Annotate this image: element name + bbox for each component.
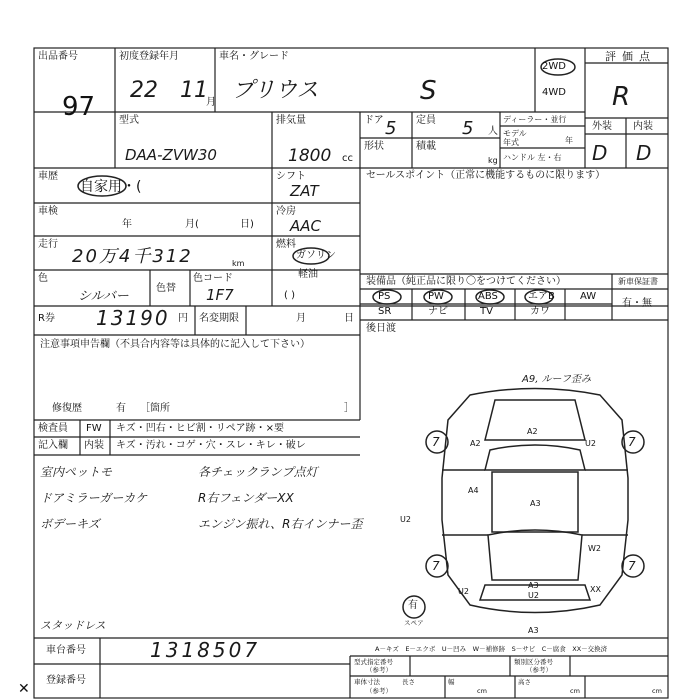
repair-history-label: 修復歴 — [52, 403, 82, 414]
exterior-label: 外装 — [592, 121, 612, 132]
repair-history-value: 有 — [116, 403, 126, 414]
deadline-label: 名変期限 — [199, 313, 239, 324]
model-grade-label: 車名・グレード — [219, 51, 289, 62]
registration-month: 11 — [180, 78, 208, 103]
color-code-label: 色コード — [193, 273, 233, 284]
remark-1: 室内ペットモ — [40, 465, 113, 479]
interior-inspect-text: キズ・汚れ・コゲ・穴・スレ・キレ・破レ — [116, 440, 306, 451]
color-code: 1F7 — [206, 286, 234, 304]
remark-right-2: R右フェンダーXX — [198, 491, 294, 505]
dealer-label: ディーラー・並行 — [503, 115, 567, 124]
interior-grade: D — [636, 141, 652, 165]
equipment-aw: AW — [580, 291, 597, 302]
form-designation-label: 型式指定番号 — [354, 658, 393, 666]
ac-value: AAC — [290, 217, 321, 235]
remark-right-1: 各チェックランプ点灯 — [198, 465, 318, 479]
capacity-label: 定員 — [416, 115, 436, 126]
history-value: 自家用・( — [80, 179, 142, 195]
load-unit: kg — [488, 156, 498, 165]
spare-tire-label: スペア — [404, 619, 424, 627]
repair-location: ［箇所 — [140, 403, 170, 414]
height-label: 高さ — [518, 678, 531, 686]
diagram-label-7: U2 — [458, 587, 469, 596]
equipment-navi: ナビ — [428, 306, 448, 317]
diagram-label-8: A3 — [528, 581, 539, 590]
class-number-ref: （参考） — [526, 666, 552, 674]
model-year-label: モデル — [503, 129, 527, 138]
shift-value: ZAT — [290, 182, 319, 200]
displacement-unit: cc — [342, 153, 353, 164]
fw-label: FW — [86, 423, 102, 434]
diagram-label-9: U2 — [528, 591, 539, 600]
notes-label: 注意事項申告欄（不具合内容等は具体的に記入して下さい） — [40, 339, 310, 350]
mileage-label: 走行 — [38, 239, 58, 250]
repair-location-close: ］ — [344, 403, 354, 414]
lot-number-label: 出品番号 — [38, 51, 78, 62]
shift-label: シフト — [276, 171, 306, 182]
inspector-label-2: 記入欄 — [38, 440, 68, 451]
tire-rear-left: 7 — [432, 559, 440, 573]
width-label: 幅 — [448, 678, 455, 686]
doors-value: 5 — [385, 118, 397, 139]
exterior-grade: D — [592, 141, 608, 165]
model-year-label-2: 年式 — [503, 138, 519, 147]
warranty-label: 新車保証書 — [618, 277, 658, 286]
fuel-label: 燃料 — [276, 239, 296, 250]
type-label: 型式 — [119, 115, 139, 126]
score: R — [612, 82, 631, 112]
length-unit: cm — [477, 687, 487, 695]
diagram-label-12: U2 — [400, 515, 411, 524]
body-size-ref: （参考） — [366, 687, 392, 695]
left-margin-mark: ✕ — [18, 681, 30, 697]
tire-rear-right: 7 — [628, 559, 636, 573]
equipment-tv: TV — [480, 306, 493, 317]
recycle-label: R券 — [38, 313, 55, 324]
shaken-year-unit: 年 — [122, 219, 132, 230]
mileage-unit: km — [232, 259, 245, 268]
remark-right-3: エンジン振れ、R右インナー歪 — [198, 517, 363, 531]
diagram-label-5: A3 — [530, 499, 541, 508]
doors-label: ドア — [364, 115, 384, 126]
equipment-sr: SR — [378, 306, 392, 317]
color-label: 色 — [38, 273, 48, 284]
equipment-leather: カワ — [530, 306, 550, 317]
ac-label: 冷房 — [276, 206, 296, 217]
history-label: 車歴 — [38, 171, 58, 182]
form-designation-ref: （参考） — [366, 666, 392, 674]
spare-tire: 有 — [408, 600, 418, 611]
width-unit: cm — [570, 687, 580, 695]
rear-seat-label: 後日渡 — [366, 323, 396, 334]
sales-point-label: セールスポイント（正常に機能するものに限ります） — [366, 170, 606, 181]
interior-label: 内装 — [633, 121, 653, 132]
shaken-day-unit: 日) — [240, 219, 254, 230]
diagram-label-6: W2 — [588, 544, 601, 553]
remark-3: ボデーキズ — [40, 517, 100, 531]
tire-front-left: 7 — [432, 435, 440, 449]
fuel-gas: ガソリン — [296, 250, 336, 261]
chassis-number-label: 車台番号 — [46, 645, 86, 656]
tire-front-right: 7 — [628, 435, 636, 449]
damage-legend: A－キズ E－エクボ U－凹み W－補修跡 S－サビ C－腐食 XX－交換済 — [375, 645, 608, 653]
deadline-day: 日 — [344, 313, 354, 324]
drive-2wd: 2WD — [542, 61, 566, 72]
grade: S — [420, 76, 437, 106]
capacity-unit: 人 — [488, 126, 498, 137]
diagram-label-11: A3 — [528, 626, 539, 635]
fw-text: キズ・凹右・ヒビ割・リペア跡・×要 — [116, 423, 284, 434]
equipment-pw: PW — [428, 291, 444, 302]
diagram-top-note: A9, ルーフ歪み — [522, 374, 592, 385]
color-value: シルバー — [78, 289, 129, 304]
color-change-label: 色替 — [156, 283, 176, 294]
length-label: 長さ — [402, 678, 415, 686]
inspector-label: 検査員 — [38, 423, 68, 434]
year-unit: 年 — [565, 136, 573, 145]
remark-2: ドアミラーガーカケ — [40, 491, 148, 505]
score-label: 評価点 — [605, 50, 656, 63]
displacement-value: 1800 — [288, 146, 332, 166]
load-label: 積載 — [416, 141, 436, 152]
car-name: プリウス — [232, 78, 319, 103]
equipment-abs: ABS — [478, 291, 498, 302]
diagram-label-4: A4 — [468, 486, 479, 495]
diagram-label-3: U2 — [585, 439, 596, 448]
chassis-number: 1318507 — [150, 638, 261, 662]
deadline-month: 月 — [296, 313, 306, 324]
capacity-value: 5 — [462, 118, 474, 139]
recycle-unit: 円 — [178, 313, 188, 324]
warranty-value: 有・無 — [622, 298, 652, 309]
fuel-diesel: 軽油 — [298, 269, 318, 280]
interior-inspect-label: 内装 — [84, 440, 104, 451]
displacement-label: 排気量 — [276, 115, 306, 126]
shape-label: 形状 — [364, 141, 384, 152]
body-size-label: 車体寸法 — [354, 678, 380, 686]
equipment-airbag: エアB — [528, 291, 555, 302]
lot-number: 97 — [62, 92, 96, 122]
equipment-ps: PS — [378, 291, 391, 302]
recycle-value: 13190 — [96, 306, 170, 330]
class-number-label: 類別区分番号 — [514, 658, 553, 666]
shaken-label: 車検 — [38, 206, 58, 217]
drive-4wd: 4WD — [542, 87, 566, 98]
registration-date-label: 初度登録年月 — [119, 51, 179, 62]
type-value: DAA-ZVW30 — [125, 146, 217, 164]
mileage-value: 20万4千312 — [72, 246, 193, 267]
diagram-label-10: XX — [590, 585, 601, 594]
diagram-label-2: A2 — [470, 439, 481, 448]
studless-note: スタッドレス — [40, 619, 106, 632]
registration-year: 22 — [130, 78, 158, 103]
fuel-other: ( ) — [284, 290, 295, 301]
diagram-label-1: A2 — [527, 427, 538, 436]
height-unit: cm — [652, 687, 662, 695]
registration-month-unit: 月 — [206, 97, 216, 108]
equipment-label: 装備品（純正品に限り〇をつけてください） — [366, 276, 566, 287]
shaken-month-unit: 月( — [185, 219, 199, 230]
handle-label: ハンドル 左・右 — [503, 153, 562, 162]
registration-number-label: 登録番号 — [46, 675, 86, 686]
